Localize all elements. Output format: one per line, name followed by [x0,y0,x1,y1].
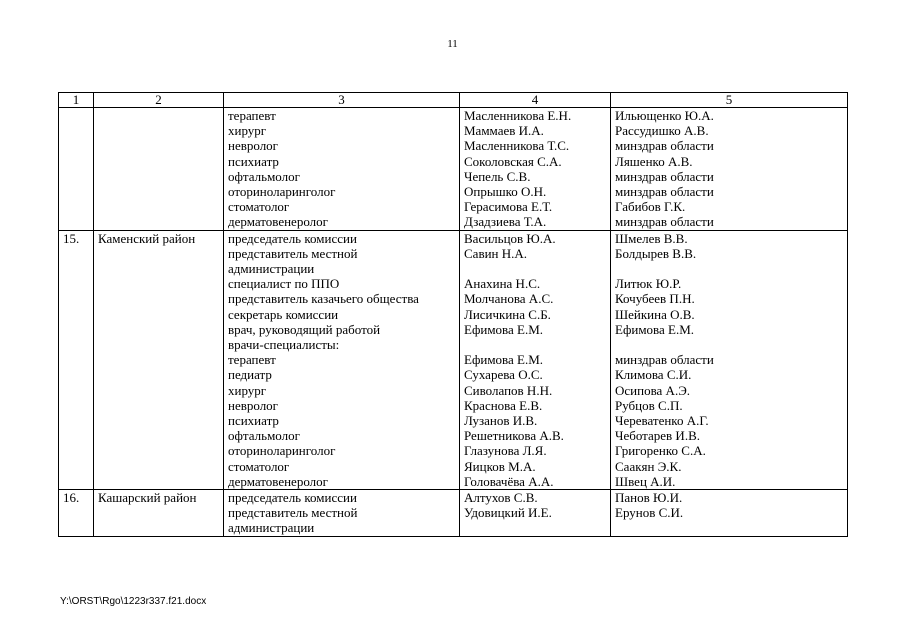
commission-member: Дзадзиева Т.А. [460,214,611,230]
position: дерматовенеролог [224,474,460,490]
commission-member: Молчанова А.С. [460,291,611,306]
position: педиатр [224,367,460,382]
row-number [59,520,94,536]
district-name [94,474,224,490]
row-number [59,261,94,276]
district-name [94,367,224,382]
table-row [59,108,848,124]
commission-member: Соколовская С.А. [460,154,611,169]
reserve-member: Череватенко А.Г. [611,413,848,428]
reserve-member: Кочубеев П.Н. [611,291,848,306]
position: стоматолог [224,199,460,214]
row-number [59,443,94,458]
row-number [59,474,94,490]
row-number [59,307,94,322]
commission-member: Ефимова Е.М. [460,322,611,337]
commission-table [58,92,848,537]
commission-member: Герасимова Е.Т. [460,199,611,214]
header-col-2: 2 [94,93,224,108]
table-row [59,322,848,337]
district-name [94,291,224,306]
district-name [94,214,224,230]
position: врачи-специалисты: [224,337,460,352]
row-number [59,322,94,337]
reserve-member: минздрав области [611,138,848,153]
commission-member: Глазунова Л.Я. [460,443,611,458]
commission-member: Маммаев И.А. [460,123,611,138]
position: терапевт [224,108,460,124]
reserve-member: минздрав области [611,214,848,230]
district-name [94,520,224,536]
position: невролог [224,398,460,413]
commission-member: Опрышко О.Н. [460,184,611,199]
position: невролог [224,138,460,153]
position: стоматолог [224,459,460,474]
district-name [94,199,224,214]
reserve-member: Рассудишко А.В. [611,123,848,138]
position: администрации [224,520,460,536]
table-body [59,108,848,537]
commission-member: Алтухов С.В. [460,490,611,506]
district-name [94,123,224,138]
table-row [59,246,848,261]
row-number [59,184,94,199]
district-name [94,322,224,337]
commission-member: Анахина Н.С. [460,276,611,291]
district-name [94,459,224,474]
table-row [59,428,848,443]
reserve-member: Швец А.И. [611,474,848,490]
position: администрации [224,261,460,276]
district-name [94,261,224,276]
row-number [59,276,94,291]
reserve-member: Литюк Ю.Р. [611,276,848,291]
row-number [59,367,94,382]
reserve-member: Григоренко С.А. [611,443,848,458]
row-number [59,199,94,214]
district-name: Каменский район [94,230,224,246]
position: оториноларинголог [224,443,460,458]
position: хирург [224,123,460,138]
district-name [94,184,224,199]
reserve-member: Шейкина О.В. [611,307,848,322]
district-name [94,352,224,367]
position: дерматовенеролог [224,214,460,230]
row-number [59,398,94,413]
reserve-member: Климова С.И. [611,367,848,382]
commission-member: Сиволапов Н.Н. [460,383,611,398]
table-row [59,307,848,322]
reserve-member: Шмелев В.В. [611,230,848,246]
row-number [59,459,94,474]
district-name [94,307,224,322]
header-col-5: 5 [611,93,848,108]
row-number: 15. [59,230,94,246]
table-row [59,123,848,138]
commission-member: Яицков М.А. [460,459,611,474]
district-name [94,337,224,352]
header-col-3: 3 [224,93,460,108]
row-number [59,108,94,124]
position: хирург [224,383,460,398]
table-row [59,214,848,230]
row-number [59,383,94,398]
row-number [59,169,94,184]
position: психиатр [224,413,460,428]
commission-member: Масленникова Т.С. [460,138,611,153]
table-row [59,398,848,413]
reserve-member: Ерунов С.И. [611,505,848,520]
commission-member: Чепель С.В. [460,169,611,184]
district-name [94,428,224,443]
district-name [94,505,224,520]
table-row [59,367,848,382]
table-row [59,261,848,276]
commission-member: Решетникова А.В. [460,428,611,443]
position: представитель местной [224,246,460,261]
row-number [59,352,94,367]
row-number [59,214,94,230]
district-name [94,154,224,169]
table-row [59,352,848,367]
row-number [59,154,94,169]
table-row [59,413,848,428]
table-row [59,184,848,199]
reserve-member: Чеботарев И.В. [611,428,848,443]
row-number [59,138,94,153]
position: специалист по ППО [224,276,460,291]
table-row [59,505,848,520]
header-col-4: 4 [460,93,611,108]
row-number [59,505,94,520]
row-number [59,123,94,138]
commission-member: Савин Н.А. [460,246,611,261]
reserve-member: минздрав области [611,169,848,184]
row-number [59,413,94,428]
reserve-member [611,337,848,352]
table-row [59,154,848,169]
table-row [59,490,848,506]
position: секретарь комиссии [224,307,460,322]
row-number: 16. [59,490,94,506]
reserve-member: Панов Ю.И. [611,490,848,506]
reserve-member: Болдырев В.В. [611,246,848,261]
reserve-member: Ляшенко А.В. [611,154,848,169]
position: представитель казачьего общества [224,291,460,306]
reserve-member [611,261,848,276]
reserve-member: Осипова А.Э. [611,383,848,398]
commission-member [460,520,611,536]
reserve-member: Габибов Г.К. [611,199,848,214]
page-number: 11 [447,38,458,50]
reserve-member [611,520,848,536]
table-row [59,337,848,352]
district-name [94,246,224,261]
district-name [94,413,224,428]
row-number [59,428,94,443]
table-row [59,199,848,214]
commission-member: Ефимова Е.М. [460,352,611,367]
district-name: Кашарский район [94,490,224,506]
file-path-footer: Y:\ORST\Rgo\1223r337.f21.docx [60,596,207,607]
district-name [94,383,224,398]
district-name [94,169,224,184]
commission-member: Удовицкий И.Е. [460,505,611,520]
commission-member [460,261,611,276]
header-row [59,93,848,108]
position: врач, руководящий работой [224,322,460,337]
row-number [59,291,94,306]
district-name [94,108,224,124]
position: председатель комиссии [224,230,460,246]
table-row [59,459,848,474]
reserve-member: минздрав области [611,184,848,199]
district-name [94,443,224,458]
table-row [59,230,848,246]
table-row [59,169,848,184]
position: психиатр [224,154,460,169]
position: офтальмолог [224,428,460,443]
district-name [94,398,224,413]
position: офтальмолог [224,169,460,184]
reserve-member: Ильющенко Ю.А. [611,108,848,124]
table-row [59,291,848,306]
row-number [59,246,94,261]
reserve-member: Ефимова Е.М. [611,322,848,337]
commission-member: Васильцов Ю.А. [460,230,611,246]
reserve-member: минздрав области [611,352,848,367]
table-row [59,138,848,153]
reserve-member: Рубцов С.П. [611,398,848,413]
commission-member: Лузанов И.В. [460,413,611,428]
position: оториноларинголог [224,184,460,199]
position: терапевт [224,352,460,367]
district-name [94,138,224,153]
table-row [59,520,848,536]
position: председатель комиссии [224,490,460,506]
reserve-member: Саакян Э.К. [611,459,848,474]
table-row [59,276,848,291]
commission-member: Головачёва А.А. [460,474,611,490]
table-row [59,443,848,458]
district-name [94,276,224,291]
commission-member: Сухарева О.С. [460,367,611,382]
commission-member: Краснова Е.В. [460,398,611,413]
row-number [59,337,94,352]
commission-member: Масленникова Е.Н. [460,108,611,124]
commission-member [460,337,611,352]
header-col-1: 1 [59,93,94,108]
position: представитель местной [224,505,460,520]
table-row [59,474,848,490]
commission-member: Лисичкина С.Б. [460,307,611,322]
table-row [59,383,848,398]
